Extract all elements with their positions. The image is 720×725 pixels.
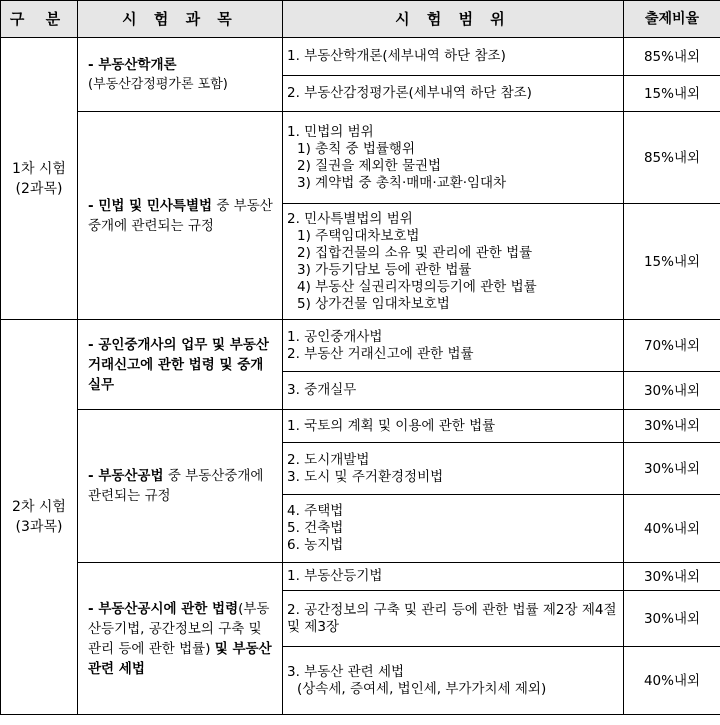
header-category: 구 분 bbox=[1, 1, 78, 38]
exam2-subject3-range2: 2. 공간정보의 구축 및 관리 등에 관한 법률 제2장 제4절 및 제3장 bbox=[283, 591, 624, 647]
exam2-subject3-range1: 1. 부동산등기법 bbox=[283, 563, 624, 591]
header-subject: 시 험 과 목 bbox=[78, 1, 283, 38]
exam1-subject2-range1: 1. 민법의 범위 1) 총칙 중 법률행위 2) 질권을 제외한 물권법 3) 계약법 중 총칙·매매·교환·임대차 bbox=[283, 112, 624, 204]
exam2-subject2-title-rest: 중 부동산중개에 관련되는 규정 bbox=[88, 468, 264, 504]
exam2-subject2-title-bold: 부동산공법 bbox=[98, 468, 164, 484]
header-row bbox=[1, 1, 720, 38]
exam1-subject1-ratio2: 15%내외 bbox=[624, 76, 720, 112]
exam1-label: 1차 시험 bbox=[12, 160, 66, 177]
table-row bbox=[1, 410, 720, 443]
exam2-subject3-title-bold: 부동산공시에 관한 법령 bbox=[98, 600, 239, 617]
header-ratio: 출제비율 bbox=[624, 1, 720, 38]
exam1-subject2-range2: 2. 민사특별법의 범위 1) 주택임대차보호법 2) 집합건물의 소유 및 관리에 관한 법률 3) 가등기담보 등에 관한 법률 4) 부동산 실권리자명의등기에 관한 법률 5) 상가건물 임대차보호법 bbox=[283, 204, 624, 320]
exam2-subject2-ratio2: 30%내외 bbox=[624, 443, 720, 495]
exam2-subject1-title: 공인중개사의 업무 및 부동산 거래신고에 관한 법령 및 중개실무 bbox=[88, 336, 269, 393]
exam2-subject3-range3: 3. 부동산 관련 세법 (상속세, 증여세, 법인세, 부가가치세 제외) bbox=[283, 647, 624, 715]
exam1-subject1 bbox=[78, 38, 283, 112]
exam1-subject2-title-rest: 중 부동산 중개에 관련되는 규정 bbox=[88, 197, 273, 234]
exam1-subject2-ratio2: 15%내외 bbox=[624, 204, 720, 320]
exam1-subject1-range1: 1. 부동산학개론(세부내역 하단 참조) bbox=[283, 38, 624, 76]
exam2-subject2-range2: 2. 도시개발법 3. 도시 및 주거환경정비법 bbox=[283, 443, 624, 495]
exam2-subject3-ratio2: 30%내외 bbox=[624, 591, 720, 647]
exam2-subject1-range2: 3. 중개실무 bbox=[283, 372, 624, 410]
exam2-label: 2차 시험 bbox=[12, 499, 66, 515]
exam1-subject2-ratio1: 85%내외 bbox=[624, 112, 720, 204]
exam2-subject2-ratio1: 30%내외 bbox=[624, 410, 720, 443]
exam2-subject2-range1: 1. 국토의 계획 및 이용에 관한 법률 bbox=[283, 410, 624, 443]
exam2-subject2-range3: 4. 주택법 5. 건축법 6. 농지법 bbox=[283, 495, 624, 563]
exam2-category bbox=[1, 320, 78, 715]
exam2-subject2-ratio3: 40%내외 bbox=[624, 495, 720, 563]
exam2-subject3-title-rest: (부동산등기법, 공간정보의 구축 및 관리 등에 관한 법률) bbox=[88, 600, 270, 657]
exam2-subject3-title-bold2: 및 부동산 관련 세법 bbox=[88, 640, 272, 677]
table-row bbox=[1, 38, 720, 76]
exam1-subject1-note: (부동산감정평가론 포함) bbox=[88, 76, 228, 92]
exam1-count: (2과목) bbox=[15, 180, 63, 197]
table-row bbox=[1, 112, 720, 204]
exam1-subject1-ratio1: 85%내외 bbox=[624, 38, 720, 76]
exam2-subject2 bbox=[78, 410, 283, 563]
exam2-subject3 bbox=[78, 563, 283, 715]
exam2-subject1-ratio2: 30%내외 bbox=[624, 372, 720, 410]
exam1-category bbox=[1, 38, 78, 320]
exam1-subject1-range2: 2. 부동산감정평가론(세부내역 하단 참조) bbox=[283, 76, 624, 112]
header-range: 시 험 범 위 bbox=[283, 1, 624, 38]
table-row bbox=[1, 563, 720, 591]
exam2-subject3-ratio1: 30%내외 bbox=[624, 563, 720, 591]
exam2-subject3-ratio3: 40%내외 bbox=[624, 647, 720, 715]
exam2-subject1 bbox=[78, 320, 283, 410]
table-row bbox=[1, 320, 720, 372]
exam2-count: (3과목) bbox=[15, 519, 63, 535]
exam2-subject1-range1: 1. 공인중개사법 2. 부동산 거래신고에 관한 법률 bbox=[283, 320, 624, 372]
exam1-subject1-title: 부동산학개론 bbox=[98, 56, 177, 73]
exam2-subject1-ratio1: 70%내외 bbox=[624, 320, 720, 372]
exam1-subject2-title-bold: 민법 및 민사특별법 bbox=[98, 197, 213, 214]
exam1-subject2 bbox=[78, 112, 283, 320]
